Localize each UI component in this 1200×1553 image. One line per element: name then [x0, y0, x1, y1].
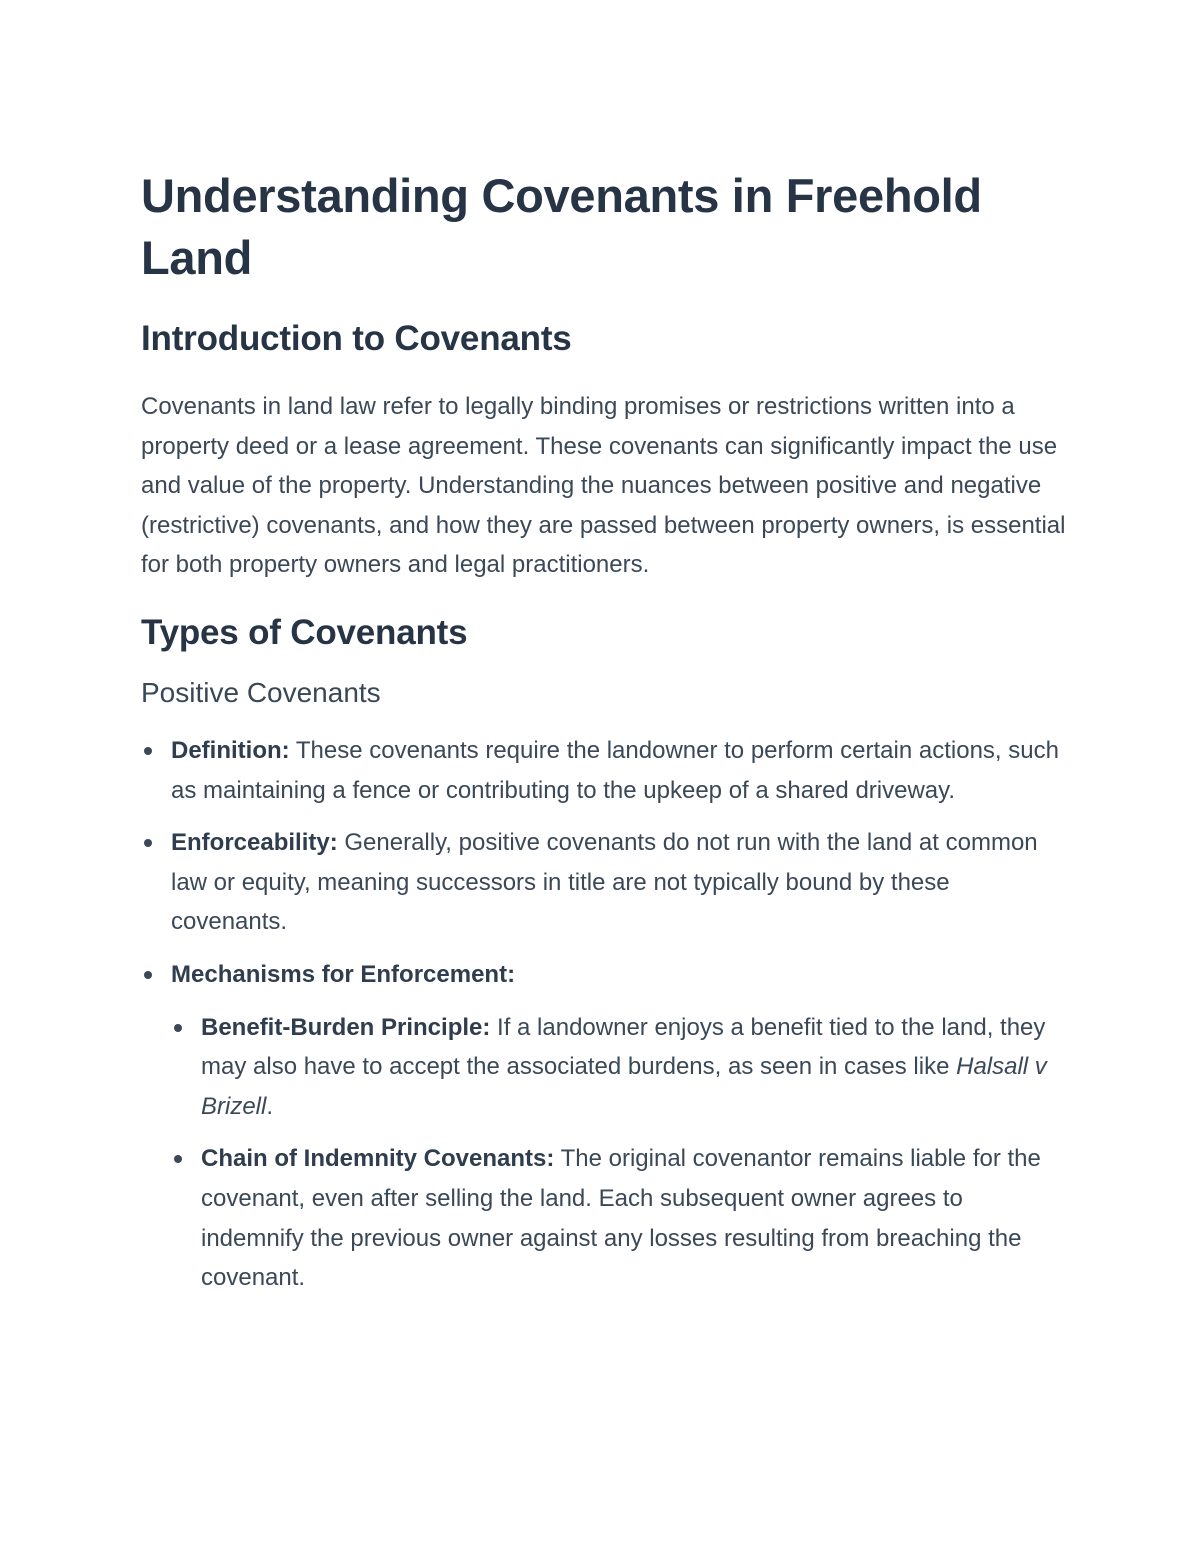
list-item-text: If a landowner enjoys a benefit tied to the land, they may also have to accept the associated burdens, as seen in cases like [201, 1013, 1046, 1081]
section-heading-types: Types of Covenants [141, 612, 468, 652]
list-item [141, 955, 1071, 1298]
enforcement-mechanisms-list [171, 1008, 1071, 1298]
introduction-paragraph: Covenants in land law refer to legally binding promises or restrictions written into a property deed or a lease agreement. These covenants can significantly impact the use and value of the property. Understanding the nuances between positive and negative (restrictive) covenants, and how they are passed between property owners, is essential for both property owners and legal practitioners. [141, 393, 1066, 579]
section-heading-introduction: Introduction to Covenants [141, 319, 572, 358]
list-item [141, 731, 1071, 810]
list-item-label: Definition: [171, 736, 290, 764]
list-item-text: These covenants require the landowner to perform certain actions, such as maintaining a fence or contributing to the upkeep of a shared driveway. [171, 736, 1059, 804]
subsection-heading-positive: Positive Covenants [141, 676, 381, 708]
document-page [141, 165, 1071, 1298]
list-item-label: Mechanisms for Enforcement: [171, 960, 516, 988]
document-title: Understanding Covenants in Freehold Land [141, 169, 982, 284]
list-item [171, 1008, 1071, 1127]
list-item-text: Generally, positive covenants do not run with the land at common law or equity, meaning successors in title are not typically bound by these covenants. [171, 829, 1038, 936]
case-citation: Halsall v Brizell [201, 1053, 1047, 1120]
list-item-text: The original covenantor remains liable for the covenant, even after selling the land. Each subsequent owner agrees to indemnify the previous owner against any losses resulting from breaching the covenant. [201, 1145, 1041, 1292]
list-item-label: Enforceability: [171, 829, 338, 857]
list-item-tail: . [266, 1092, 274, 1120]
list-item [171, 1139, 1071, 1297]
list-item-label: Benefit-Burden Principle: [201, 1013, 491, 1041]
list-item-label: Chain of Indemnity Covenants: [201, 1145, 555, 1173]
positive-covenants-list [141, 731, 1071, 1298]
list-item [141, 823, 1071, 942]
